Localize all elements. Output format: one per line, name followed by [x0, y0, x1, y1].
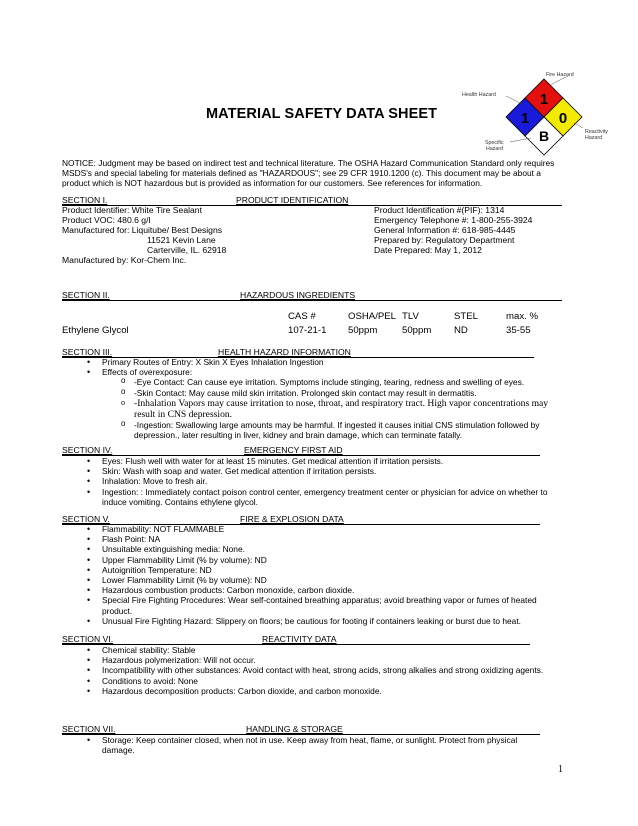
- inhalation-effect: o -Inhalation Vapors may cause irritation to nose, throat, and respiratory tract. High vapor concentrations may result in CNS depression.: [118, 398, 556, 420]
- reactivity-hazard-label-2: Hazard: [585, 135, 603, 141]
- section-6-label: SECTION VI.: [62, 634, 114, 644]
- general-information-phone: General Information #: 618-985-4445: [374, 225, 516, 235]
- specific-hazard: B: [538, 128, 550, 144]
- section-2-heading: HAZARDOUS INGREDIENTS: [240, 290, 356, 300]
- fire-unsuitable-media: • Unsuitable extinguishing media: None.: [86, 544, 556, 554]
- section-7-heading: HANDLING & STORAGE: [246, 724, 343, 734]
- fire-special-procedures: • Special Fire Fighting Procedures: Wear self-contained breathing apparatus; avoid breathing vapor or fumes of heated product.: [86, 595, 556, 615]
- fire-flammability: • Flammability: NOT FLAMMABLE: [86, 524, 556, 534]
- effects-heading: Effects of overexposure:: [102, 367, 193, 378]
- section-7-list: [86, 735, 546, 755]
- effects-sublist: [118, 377, 556, 440]
- column-header-cas: CAS #: [288, 311, 316, 322]
- conditions-to-avoid: • Conditions to avoid: None: [86, 676, 566, 686]
- reactivity-hazard-label-1: Reactivity: [585, 129, 608, 135]
- fire-combustion-products: • Hazardous combustion products: Carbon monoxide, carbon dioxide.: [86, 585, 556, 595]
- ingredient-name: Ethylene Glycol: [62, 325, 129, 336]
- specific-hazard-label-2: Hazard: [486, 146, 504, 152]
- section-3-label: SECTION III.: [62, 347, 113, 357]
- column-header-tlv: TLV: [402, 311, 419, 322]
- section-3-list: [86, 357, 556, 440]
- health-hazard-label: Health Hazard: [462, 92, 496, 98]
- specific-hazard-label-1: Specific: [485, 140, 504, 146]
- ingredient-tlv: 50ppm: [402, 325, 432, 336]
- section-4-list: [86, 456, 566, 507]
- section-6-heading: REACTIVITY DATA: [262, 634, 337, 644]
- ingestion-effect: o -Ingestion: Swallowing large amounts may be harmful. If ingested it causes initial CNS stimulation followed by depression., later resulting in liver, kidney and brain damage, which can terminate fatally.: [118, 420, 556, 440]
- manufactured-for: Manufactured for: Liquitube/ Best Designs: [62, 225, 223, 235]
- section-2-rule: [62, 300, 562, 301]
- storage-instructions: • Storage: Keep container closed, when not in use. Keep away from heat, flame, or sunlight. Protect from physical damage.: [86, 735, 546, 755]
- first-aid-inhalation: • Inhalation: Move to fresh air.: [86, 476, 566, 486]
- section-6-list: [86, 645, 566, 696]
- health-rating: 1: [520, 110, 530, 127]
- fire-flash-point: • Flash Point: NA: [86, 534, 556, 544]
- date-prepared: Date Prepared: May 1, 2012: [374, 245, 482, 255]
- effects-of-overexposure: [86, 367, 556, 440]
- first-aid-ingestion: • Ingestion: : Immediately contact poison control center, emergency treatment center or physician for advice on whether to induce vomiting. Contains ethylene glycol.: [86, 487, 566, 507]
- section-1-heading: PRODUCT IDENTIFICATION: [236, 195, 349, 205]
- ingredient-cas: 107-21-1: [288, 325, 327, 336]
- fire-autoignition: • Autoignition Temperature: ND: [86, 565, 556, 575]
- column-header-max: max. %: [506, 311, 538, 322]
- section-4-label: SECTION IV.: [62, 445, 113, 455]
- emergency-telephone: Emergency Telephone #: 1-800-255-3924: [374, 215, 533, 225]
- first-aid-skin: • Skin: Wash with soap and water. Get medical attention if irritation persists.: [86, 466, 566, 476]
- hazardous-polymerization: • Hazardous polymerization: Will not occur.: [86, 655, 566, 665]
- routes-of-entry: • Primary Routes of Entry: X Skin X Eyes Inhalation Ingestion: [86, 357, 556, 367]
- incompatibility: • Incompatibility with other substances: Avoid contact with heat, strong acids, strong alkalies and strong oxidizing agents.: [86, 665, 566, 675]
- column-header-osha-pel: OSHA/PEL: [348, 311, 396, 322]
- reactivity-rating: 0: [558, 110, 568, 127]
- page-number: 1: [558, 764, 563, 775]
- document-title: MATERIAL SAFETY DATA SHEET: [206, 106, 438, 122]
- ingredient-max: 35-55: [506, 325, 531, 336]
- fire-upper-limit: • Upper Flammability Limit (% by volume): ND: [86, 555, 556, 565]
- nfpa-hazard-diamond: [462, 68, 638, 164]
- skin-contact-effect: o -Skin Contact: May cause mild skin irritation. Prolonged skin contact may result in dermatitis.: [118, 388, 556, 398]
- fire-lower-limit: • Lower Flammability Limit (% by volume): ND: [86, 575, 556, 585]
- section-1-label: SECTION I.: [62, 195, 108, 205]
- prepared-by: Prepared by: Regulatory Department: [374, 235, 515, 245]
- section-3-heading: HEALTH HAZARD INFORMATION: [218, 347, 351, 357]
- fire-unusual-hazard: • Unusual Fire Fighting Hazard: Slippery on floors; be cautious for footing if containers leaking or burst due to heat.: [86, 616, 556, 626]
- decomposition-products: • Hazardous decomposition products: Carbon dioxide, and carbon monoxide.: [86, 686, 566, 696]
- product-identification-number: Product Identification #(PIF): 1314: [374, 205, 505, 215]
- section-5-list: [86, 524, 556, 626]
- eye-contact-effect: o -Eye Contact: Can cause eye irritation. Symptoms include stinging, tearing, redness and swelling of eyes.: [118, 377, 556, 387]
- address-city: Carterville, IL. 62918: [147, 245, 227, 255]
- section-5-label: SECTION V.: [62, 514, 110, 524]
- column-header-stel: STEL: [454, 311, 478, 322]
- flammability-rating: 1: [539, 91, 549, 108]
- section-5-heading: FIRE & EXPLOSION DATA: [240, 514, 344, 524]
- ingredient-pel: 50ppm: [348, 325, 378, 336]
- ingredient-stel: ND: [454, 325, 468, 336]
- notice-paragraph: NOTICE: Judgment may be based on indirect test and technical literature. The OSHA Hazard Communication Standard only requires MSDS's and special labeling for materials defined as "HAZARDOUS"; see 29 CFR 1910.1200 (c). This document may be about a product which is NOT hazardous but is provided as information for our customers. See references for information.: [62, 158, 555, 188]
- section-2-label: SECTION II.: [62, 290, 110, 300]
- product-voc: Product VOC: 480.6 g/l: [62, 215, 151, 225]
- manufactured-by: Manufactured by: Kor-Chem Inc.: [62, 255, 187, 265]
- chemical-stability: • Chemical stability: Stable: [86, 645, 566, 655]
- section-7-label: SECTION VII.: [62, 724, 116, 734]
- product-identifier: Product Identifier: White Tire Sealant: [62, 205, 202, 215]
- section-4-heading: EMERGENCY FIRST AID: [244, 445, 343, 455]
- first-aid-eyes: • Eyes: Flush well with water for at least 15 minutes. Get medical attention if irritation persists.: [86, 456, 566, 466]
- fire-hazard-label: Fire Hazard: [546, 72, 574, 78]
- address-street: 11521 Kevin Lane: [147, 235, 216, 245]
